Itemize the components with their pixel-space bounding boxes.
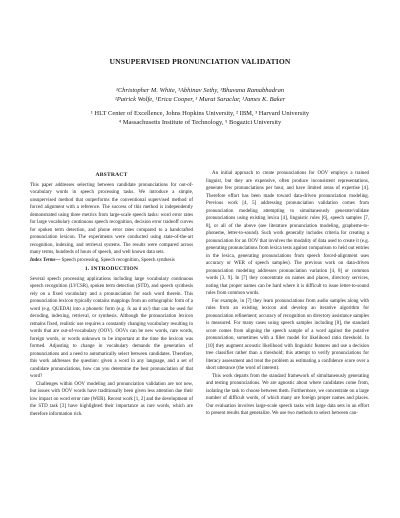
affiliation-line-2: ⁴ Massachusetts Institute of Technology, ⁵ Bogazici University (118, 119, 282, 126)
abstract-heading: ABSTRACT (95, 172, 128, 178)
intro-paragraph-2: Challenges within OOV modeling and pronunciation validation are not new, but issues with OOV words have traditionally been given less attention due their low impact on word error rate (WER). Recent work [1, 2] and the development of the STD task [3] have highlighted their importance as rare words, which are therefore information rich. (30, 381, 193, 417)
right-column (206, 170, 369, 418)
paper-title: UNSUPERVISED PRONUNCIATION VALIDATION (109, 57, 291, 66)
introduction-heading: 1. INTRODUCTION (84, 266, 139, 272)
author-line-2: ¹Patrick Wolfe, ¹Erica Cooper, ¹ Murat Saraclar, ¹James K. Baker (114, 96, 286, 103)
right-paragraph-3: This work departs from the standard framework of simultaneously generating and testing pronunciations. We are agnostic about where candidates come from, isolating the task to choose between them. Furthermore, we concentrate on a large number of difficult words, of which many are foreign proper names and places. Our evaluation involves large-scale speech tasks with large data sets in an effort to present results that generalize. We use two methods to select between can- (206, 373, 369, 416)
affiliation-line-1: ¹ HLT Center of Excellence, Johns Hopkins University, ² IBM, ³ Harvard University (90, 110, 310, 117)
abstract-text: This paper addresses selecting between candidate pronunciations for out-of-vocabulary words in speech processing tasks. We introduce a simple, unsupervised method that outperforms the conventional supervised method of forced alignment with a reference. The success of this method is independently demonstrated using three metrics from large-scale speech tasks: word error rates for large vocabulary continuous speech recognition, decision error tradeoff curves for spoken term detection, and phone error rates compared to a handcrafted pronunciation lexicon. The experiments were conducted using state-of-the-art recognition, indexing, and retrieval systems. The results were compared across many terms, hundreds of hours of speech, and well known data sets. (30, 182, 193, 255)
author-line-1: ¹Christopher M. White, ³Abhinav Sethy, ³Bhuvana Ramabhadran (115, 87, 285, 94)
index-terms (30, 257, 193, 265)
intro-paragraph-1: Several speech processing applications including large vocabulary continuous speech recognition (LVCSR), spoken term detection (STD), and speech synthesis rely on a fixed vocabulary and a pronunciation for each word therein. This pronunciation lexicon typically contains mappings from an orthographic form of a word (e.g. QUEDA) into a phonetic form (e.g. /k aa d ax/) that can be used for decoding, indexing, retrieval, or synthesis. Although the pronunciation lexicon remains fixed, realistic use requires a constantly changing vocabulary resulting in words that are out-of-vocabulary (OOV). OOVs can be new words, rare words, foreign words, or words unknown to be important at the time the lexicon was formed. Adjusting to change in vocabulary demands the generation of pronunciations and a need to automatically select between candidates. Therefore, this work addresses the question: given a word in any language, and a set of candidate pronunciations, how can you determine the best pronunciation of that word? (30, 276, 193, 379)
index-terms-text: Speech processing, Speech recognition, Speech synthesis (60, 257, 175, 263)
right-paragraph-1: An initial approach to create pronunciations for OOV employs a trained linguist, but they are expensive, often produce inconsistent representations, generate few pronunciations per hour, and have limited areas of expertise [4]. Therefore effort has been made toward data-driven pronunciation modeling. Previous work [4, 5] addressing pronunciation validation comes from pronunciation modeling attempting to simultaneously generate/validate pronunciations using existing lexica [4], linguistic rules [6], speech samples [7, 8], or all of the above (see literature pronunciation modeling, grapheme-to-phoneme, letter-to-sound). Such work generally includes criteria for creating a pronunciation for an OOV that involves the modality of data used to create it (e.g. generating pronunciations from lexica tests against comparison to held out entries in the lexica, generating pronunciations from speech forced-alignment uses accuracy or WER of speech samples). The previous work on data-driven pronunciation modeling addresses pronunciation variation [4, 8] or common words [3, 9]. In [7] they concentrate on names and places, directory services, noting that proper names can be hard where it is difficult to issue letter-to-sound rules from common words. (206, 171, 369, 296)
right-paragraph-2: For example, in [7] they learn pronunciations from audio samples along with rules from an existing lexicon and develop an iterative algorithm for pronunciation refinement; accuracy of recognition on directory assistance samples is measured. For many cases using speech samples including [8], the standard score comes from aligning the speech sample of a word against the putative pronunciation, sometimes with a filler model for likelihood ratio threshold. In [10] they augment acoustic likelihood with linguistic features and use a decision tree classifier rather than a threshold; this attempt to verify pronunciations for literacy assessment and treat the problem as estimating a confidence score over a short utterance (the word of interest). (206, 298, 369, 371)
index-terms-label: Index Terms— (30, 257, 61, 263)
left-column (30, 170, 193, 418)
